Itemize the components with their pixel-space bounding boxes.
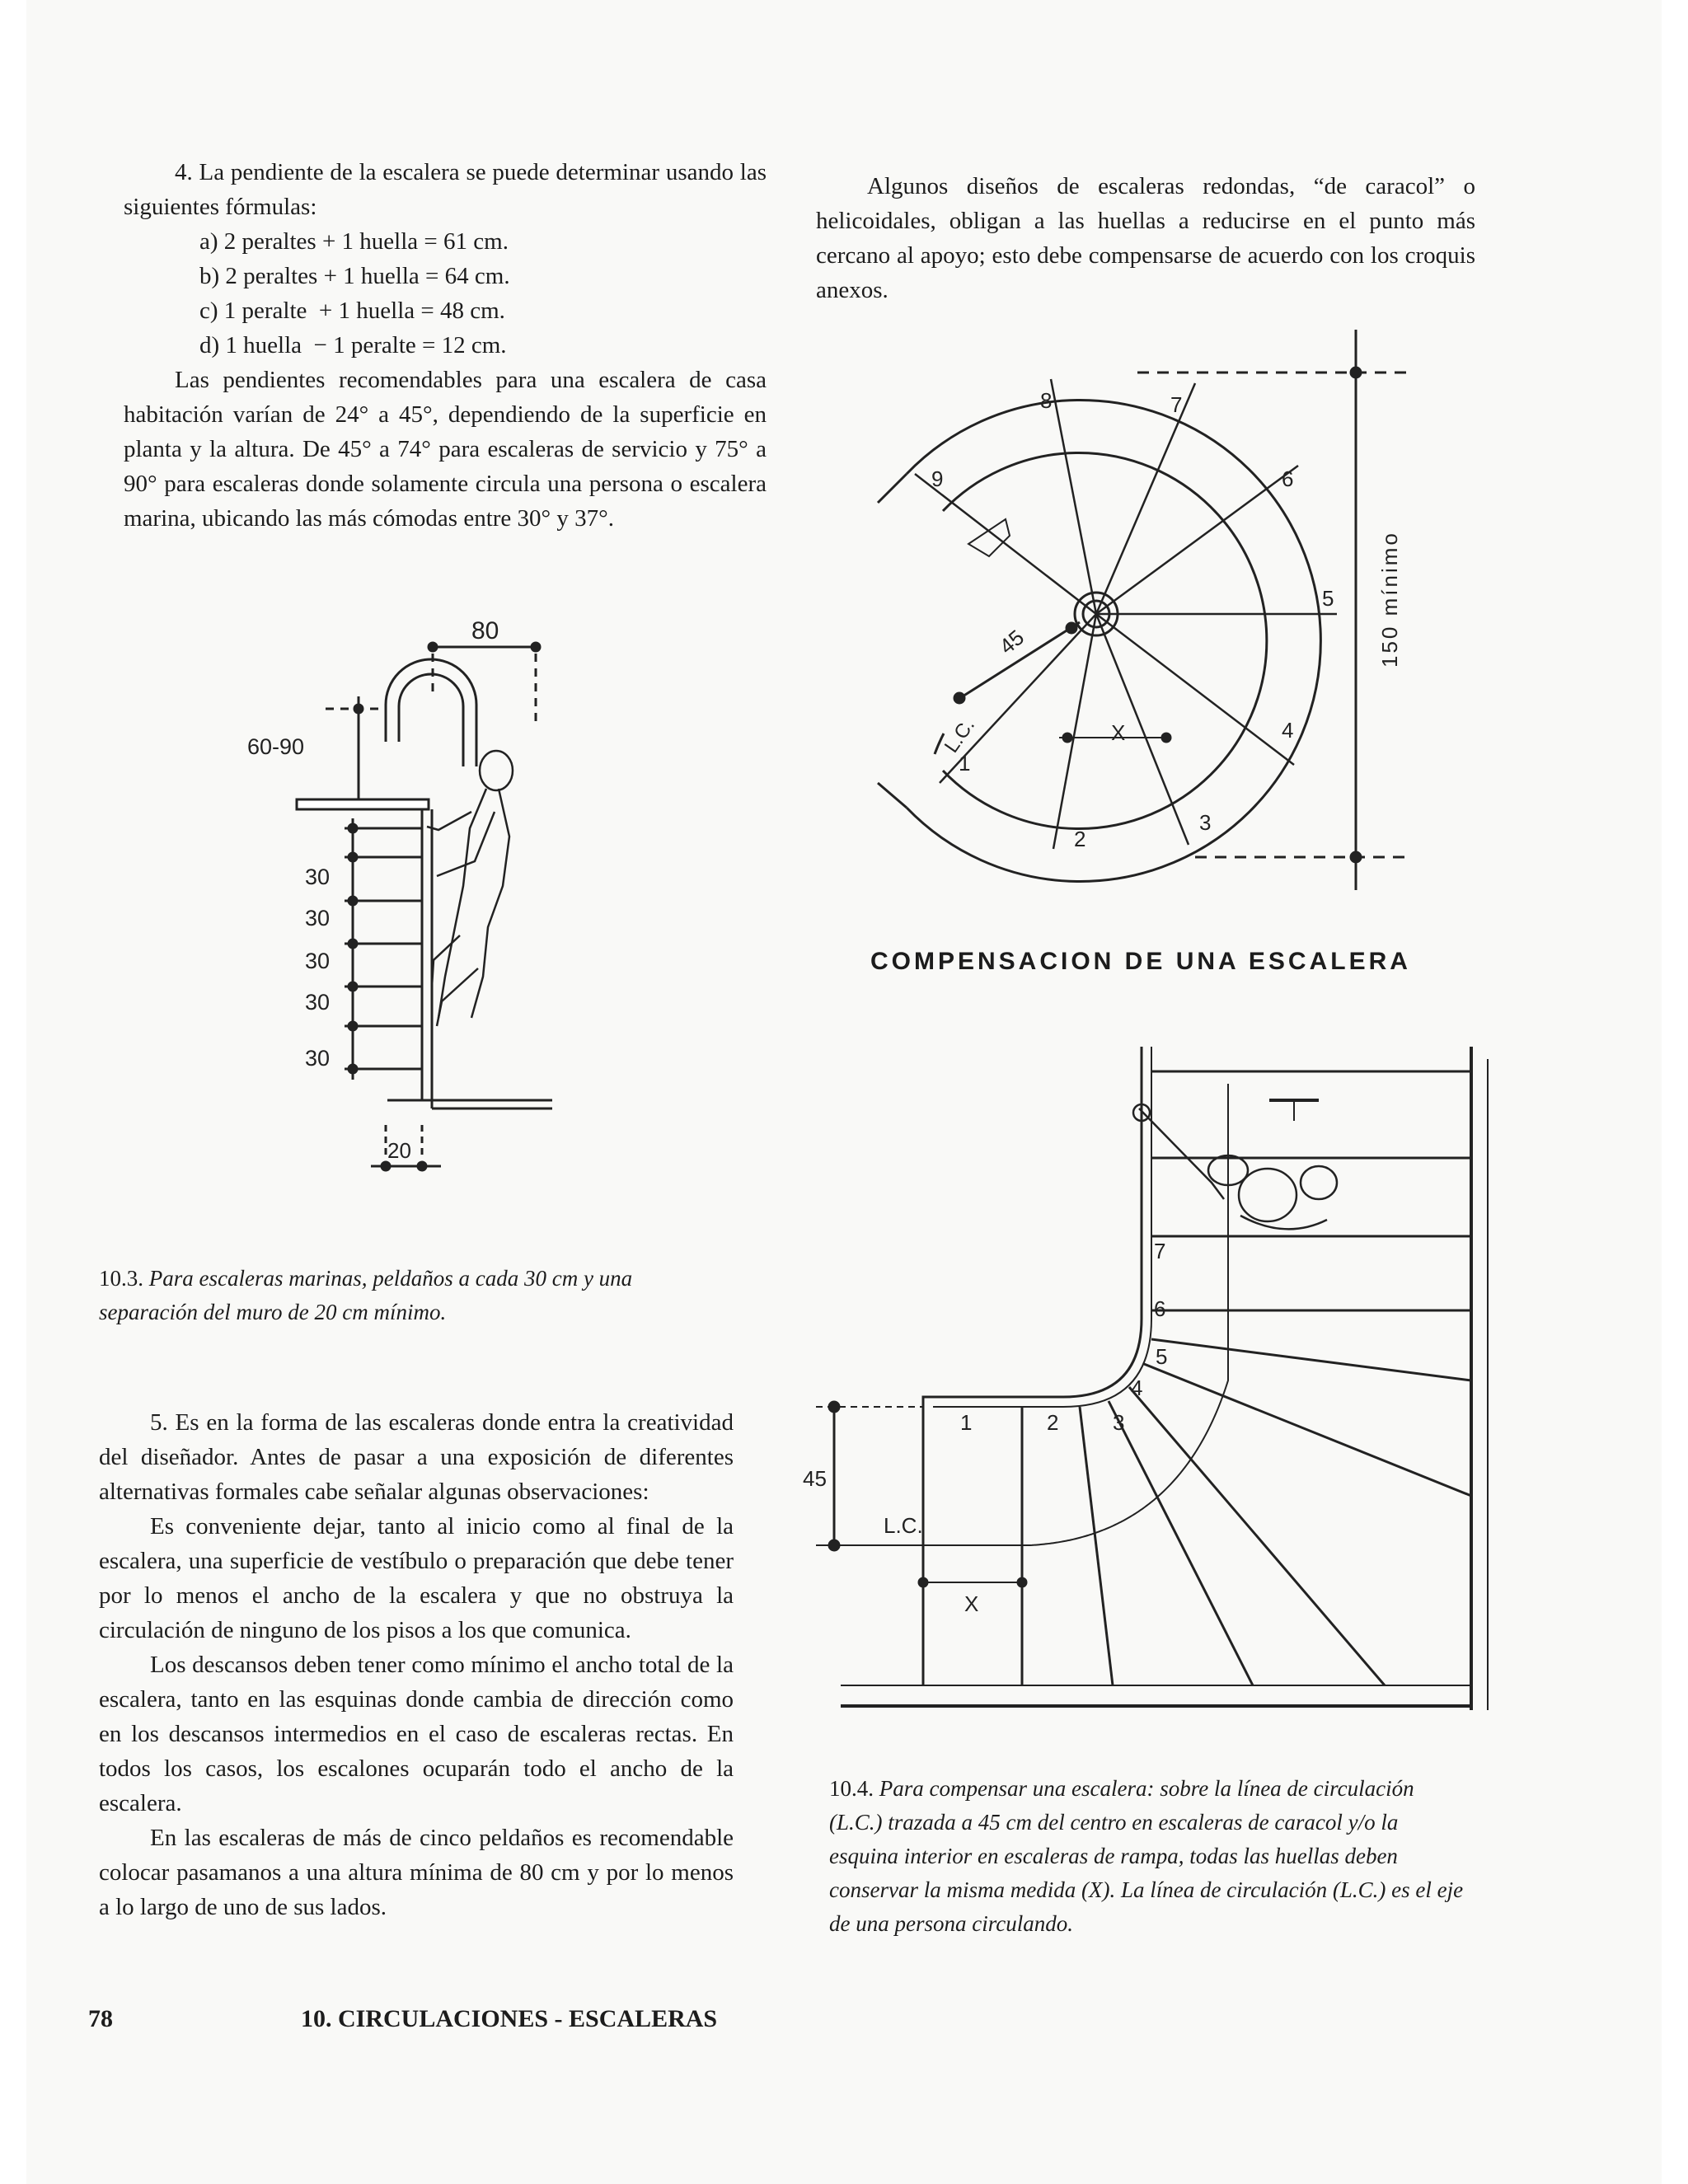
dim-80-label: 80	[471, 617, 499, 644]
paragraph-vestibule: Es conveniente dejar, tanto al inicio como al final de la escalera, una superficie de vestíbulo o preparación que debe tener por lo menos el ancho de la escalera y que no obstruya la circulación de ninguno de los pisos a los que comunica.	[99, 1513, 734, 1643]
figure-spiral-plan	[832, 321, 1492, 915]
running-footer: 10. CIRCULACIONES - ESCALERAS	[301, 2005, 718, 2032]
figure-winder-plan	[791, 1034, 1500, 1727]
rung-dim-3: 30	[305, 949, 331, 973]
section-5-text	[99, 1405, 734, 1924]
walking-person-figure	[1133, 1104, 1337, 1229]
winder-step-2: 2	[1047, 1410, 1059, 1435]
spiral-lc-label: L.C.	[940, 714, 980, 757]
page-number: 78	[88, 2005, 113, 2032]
paragraph-landings: Los descansos deben tener como mínimo el ancho total de la escalera, tanto en las esquinas donde cambia de dirección como en los descansos intermedios en el caso de escaleras rectas. En todos los casos, los escalones ocuparán todo el ancho de la escalera.	[99, 1652, 734, 1816]
rung-dim-2: 30	[305, 906, 331, 930]
person-figure	[427, 751, 513, 1026]
rung-dim-4: 30	[305, 990, 331, 1015]
spiral-step-9: 9	[931, 466, 944, 491]
winder-x-label: X	[964, 1591, 979, 1616]
winder-step-6: 6	[1154, 1296, 1166, 1321]
winder-step-4: 4	[1131, 1376, 1143, 1400]
spiral-step-2: 2	[1074, 827, 1086, 851]
formula-c: c) 1 peralte + 1 huella = 48 cm.	[199, 298, 505, 324]
caption-10-3-number: 10.3.	[99, 1266, 143, 1291]
caption-10-4	[829, 1772, 1472, 1941]
spiral-x-label: X	[1111, 720, 1126, 745]
right-intro-text	[816, 169, 1475, 307]
winder-lc-label: L.C.	[884, 1513, 923, 1538]
caption-10-3	[99, 1262, 734, 1329]
spiral-radius-label: 45	[994, 625, 1029, 659]
winder-45-label: 45	[803, 1466, 827, 1491]
paragraph-handrails: En las escaleras de más de cinco peldaños es recomendable colocar pasamanos a una altura mínima de 80 cm y por lo menos a lo largo de uno de sus lados.	[99, 1825, 734, 1920]
spiral-step-4: 4	[1282, 718, 1294, 743]
spiral-step-8: 8	[1040, 388, 1053, 413]
rung-dim-5: 30	[305, 1046, 331, 1071]
formula-list	[199, 224, 767, 363]
rung-dim-1: 30	[305, 865, 331, 889]
spiral-step-3: 3	[1199, 810, 1212, 835]
winder-step-3: 3	[1113, 1410, 1125, 1435]
figure-ladder	[247, 614, 593, 1224]
winder-step-5: 5	[1156, 1344, 1168, 1369]
paragraph-slopes: Las pendientes recomendables para una escalera de casa habitación varían de 24° a 45°, dependiendo de la superficie en planta y la altura. De 45° a 74° para escaleras de servicio y 75° a 90° para escaleras donde solamente circula una persona o escalera marina, ubicando las más cómodas entre 30° y 37°.	[124, 367, 767, 532]
winder-step-7: 7	[1154, 1239, 1166, 1263]
figure-title: COMPENSACION DE UNA ESCALERA	[870, 948, 1411, 975]
spiral-diameter-label: 150 mínimo	[1377, 531, 1402, 668]
section-4-text	[124, 155, 767, 536]
paragraph-4-intro: 4. La pendiente de la escalera se puede determinar usando las siguientes fórmulas:	[124, 159, 767, 220]
caption-10-3-text: Para escaleras marinas, peldaños a cada 30 cm y una separación del muro de 20 cm mínimo.	[99, 1266, 633, 1324]
paragraph-spiral-intro: Algunos diseños de escaleras redondas, “de caracol” o helicoidales, obligan a las huellas a reducirse en el punto más cercano al apoyo; esto debe compensarse de acuerdo con los croquis anexos.	[816, 173, 1475, 303]
caption-10-4-text: Para compensar una escalera: sobre la línea de circulación (L.C.) trazada a 45 cm del centro en escaleras de caracol y/o la esquina interior en escaleras de rampa, todas las huellas deben conservar la misma medida (X). La línea de circulación (L.C.) es el eje de una persona circulando.	[829, 1776, 1464, 1936]
formula-d: d) 1 huella − 1 peralte = 12 cm.	[199, 332, 507, 359]
caption-10-4-number: 10.4.	[829, 1776, 874, 1801]
dim-20-label: 20	[387, 1138, 411, 1163]
dim-60-90-label: 60-90	[247, 734, 305, 759]
winder-step-1: 1	[960, 1410, 973, 1435]
spiral-step-5: 5	[1322, 586, 1334, 611]
formula-b: b) 2 peraltes + 1 huella = 64 cm.	[199, 263, 510, 289]
spiral-step-1: 1	[959, 751, 971, 776]
formula-a: a) 2 peraltes + 1 huella = 61 cm.	[199, 228, 509, 255]
spiral-step-7: 7	[1170, 392, 1183, 417]
paragraph-5-intro: 5. Es en la forma de las escaleras donde entra la creatividad del diseñador. Antes de pasar a una exposición de diferentes alternativas formales cabe señalar algunas observaciones:	[99, 1409, 734, 1505]
spiral-step-6: 6	[1282, 466, 1294, 491]
